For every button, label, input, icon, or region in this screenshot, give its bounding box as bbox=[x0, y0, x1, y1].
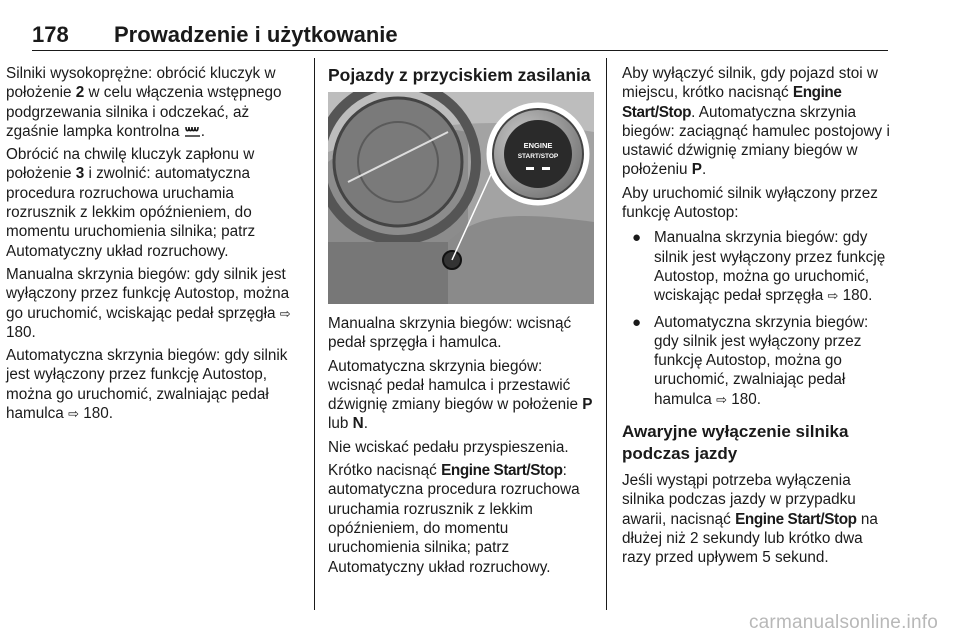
column-2 bbox=[328, 64, 594, 581]
page-reference-arrow-icon: ⇨ bbox=[827, 288, 839, 304]
column-divider bbox=[606, 58, 607, 610]
engine-start-stop-photo bbox=[328, 92, 594, 304]
paragraph: Automatyczna skrzynia biegów: wcisnąć pedał hamulca i przestawić dźwignię zmiany biegów w położenie P lub N. bbox=[328, 357, 593, 433]
column-3 bbox=[622, 64, 892, 572]
page-reference-link[interactable]: 180. bbox=[842, 287, 873, 305]
page-number: 178 bbox=[32, 22, 69, 47]
list-item: ● Automatyczna skrzynia biegów: gdy silnik jest wyłączony przez funkcję Autostop, można go uruchomić, zwalniając pedał hamulca ⇨ 180. bbox=[632, 313, 869, 408]
paragraph: Aby uruchomić silnik wyłączony przez funkcję Autostop: bbox=[622, 184, 878, 222]
page-reference-link[interactable]: 180. bbox=[6, 323, 36, 341]
header-divider bbox=[32, 50, 888, 51]
paragraph: Nie wciskać pedału przyspieszenia. bbox=[328, 438, 569, 456]
button-label-line-2: START/STOP bbox=[517, 153, 559, 160]
page-reference-arrow-icon: ⇨ bbox=[716, 391, 727, 407]
section-heading: Pojazdy z przyciskiem zasilania bbox=[328, 65, 591, 85]
page-reference-link[interactable]: 180. bbox=[731, 390, 762, 408]
column-divider bbox=[314, 58, 315, 610]
bullet-list bbox=[622, 228, 892, 409]
glow-plug-icon bbox=[184, 123, 201, 140]
paragraph: Silniki wysokoprężne: obrócić kluczyk w położenie 2 w celu włączenia wstępnego podgrzewania silnika i odczekać, aż zgaśnie lampka kontrolna . bbox=[6, 65, 282, 140]
watermark: carmanualsonline.info bbox=[748, 612, 938, 633]
paragraph: Jeśli wystąpi potrzeba wyłączenia silnika podczas jazdy w przypadku awarii, nacisnąć Engine Start/Stop na dłużej niż 2 sekundy lub krótko dwa razy przed upływem 5 sekund. bbox=[622, 472, 878, 567]
section-heading: Awaryjne wyłączenie silnika podczas jazdy bbox=[622, 422, 849, 464]
paragraph: Aby wyłączyć silnik, gdy pojazd stoi w miejscu, krótko nacisnąć Engine Start/Stop. Automatyczna skrzynia biegów: zaciągnąć hamulec postojowy i ustawić dźwignię zmiany biegów w położeniu P. bbox=[622, 65, 890, 179]
paragraph: Automatyczna skrzynia biegów: gdy silnik jest wyłączony przez funkcję Autostop, można go uruchomić, zwalniając pedał hamulca ⇨ 180. bbox=[6, 347, 288, 423]
list-item: ● Manualna skrzynia biegów: gdy silnik jest wyłączony przez funkcję Autostop, można go uruchomić, wciskając pedał sprzęgła ⇨ 180. bbox=[632, 229, 886, 305]
bullet-icon: ● bbox=[632, 229, 642, 247]
column-1 bbox=[6, 64, 302, 427]
paragraph: Obrócić na chwilę kluczyk zapłonu w położenie 3 i zwolnić: automatyczna procedura rozruchowa uruchamia rozrusznik z lekkim opóźnieniem, do momentu uruchomienia silnika; patrz Automatyczny układ rozruchowy. bbox=[6, 146, 256, 260]
button-label-line-1: ENGINE bbox=[523, 141, 553, 150]
bullet-icon: ● bbox=[632, 313, 642, 331]
paragraph: Krótko nacisnąć Engine Start/Stop: automatyczna procedura rozruchowa uruchamia rozrusznik z lekkim opóźnieniem, do momentu uruchomienia silnika; patrz Automatyczny układ rozruchowy. bbox=[328, 462, 580, 576]
paragraph: Manualna skrzynia biegów: gdy silnik jest wyłączony przez funkcję Autostop, można go uruchomić, wciskając pedał sprzęgła ⇨ 180. bbox=[6, 265, 291, 341]
page-reference-link[interactable]: 180. bbox=[83, 405, 114, 423]
page-reference-arrow-icon: ⇨ bbox=[279, 305, 291, 321]
paragraph: Manualna skrzynia biegów: wcisnąć pedał sprzęgła i hamulca. bbox=[328, 315, 572, 352]
page-reference-arrow-icon: ⇨ bbox=[68, 406, 79, 422]
page-title: Prowadzenie i użytkowanie bbox=[114, 22, 398, 47]
